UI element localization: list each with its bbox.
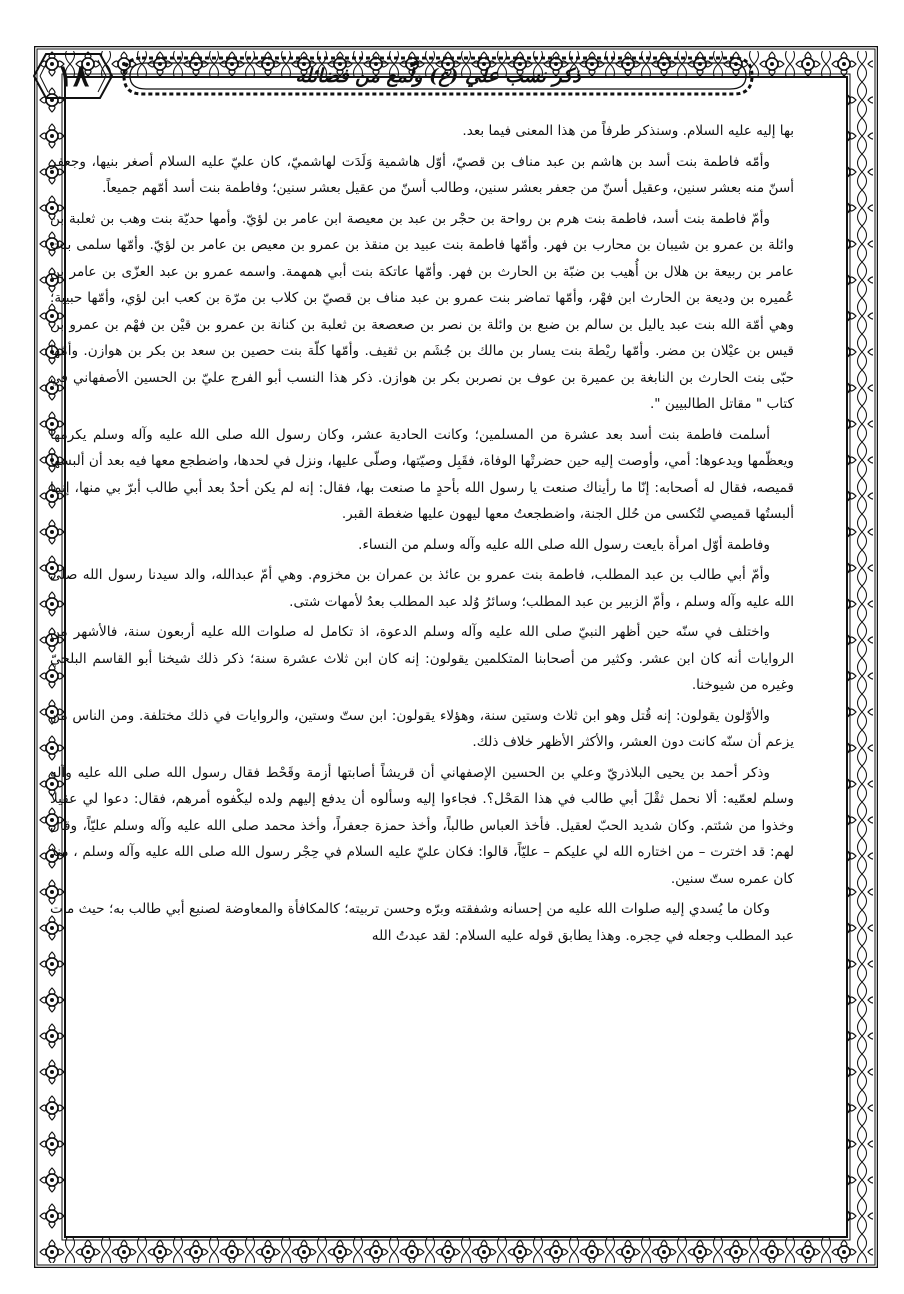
paragraph: واختلف في سنّه حين أظهر النبيّ صلى الله عليه وآله وسلم الدعوة، اذ تكامل له صلوات الله عليه أربعون سنة، فالأشهر من الروايات أنه كان ابن عشر. وكثير من أصحابنا المتكلمين يقولون: إنه كان ابن ثلاث عشرة سنة؛ ذكر ذلك شيخنا أبو القاسم البلخيّ وغيره من شيوخنا. — [50, 624, 794, 693]
paragraph: والأوّلون يقولون: إنه قُتل وهو ابن ثلاث وستين سنة، وهؤلاء يقولون: ابن ستّ وستين، والروايات في ذلك مختلفة. ومن الناس من يزعم أن سنّه كانت دون العشر، والأكثر الأظهر خلاف ذلك. — [50, 707, 794, 750]
paragraph: بها إليه عليه السلام. وسنذكر طرفاً من هذا المعنى فيما بعد. — [462, 123, 794, 139]
article-body — [50, 118, 794, 1198]
paragraph: وفاطمة أوّل امرأة بايعت رسول الله صلى الله عليه وآله وسلم من النساء. — [358, 536, 770, 553]
paragraph: وأمّه فاطمة بنت أسد بن هاشم بن عبد مناف بن قصيّ، أوّل هاشمية وَلَدَت لهاشميّ، كان عليّ عليه السلام أصغر بنيها، وجعفر أسنّ منه بعشر سنين، وعقيل أسنّ من جعفر بعشر سنين، وطالب أسنّ من عقيل بعشر سنين؛ وفاطمة بنت أسد أمّهم جميعاً. — [50, 153, 794, 196]
page-title: ذكر نسب علي (ع) ولُمع من فضائله — [295, 65, 581, 87]
paragraph: وأمّ فاطمة بنت أسد، فاطمة بنت هرم بن رواحة بن حجْر بن عبد بن معيصة ابن عامر بن لؤيّ. وأمها حديّة بنت وهب بن ثعلبة بن وائلة بن عمرو بن شيبان بن محارب بن فهر. وأمّها فاطمة بنت عبيد بن منقذ بن عمرو بن معيص بن عامر بن لؤيّ. وأمّها سلمى بنت عامر بن ربيعة بن هلال بن أُهيب بن ضبّة بن الحارث بن فهر. وأمّها عاتكة بنت أبي همهمة. واسمه عمرو بن عبد العزّى بن عامر بن عُميره بن وديعة بن الحارث ابن فهْر، وأمّها تماضر بنت عمرو بن عبد مناف بن قصيّ بن كلاب بن مرّة بن كعب ابن لؤي، وأمّها حبيبة؛ وهي أمّة الله بنت عبد ياليل بن سالم بن ضبع بن وائلة بن نصر بن صعصعة بن ثعلبة بن كنانة بن عمرو بن قيْن بن فهْم بن عمرو بن قيس بن عيْلان بن مضر. وأمّها ريْطة بنت يسار بن مالك بن جُشَم بن ثقيف. وأمّها كلّة بنت حصين بن سعد بن بكر بن هوازن. وأمّها حبّى بنت الحارث بن النابغة بن عميرة بن عوف بن نصربن بكر بن هوازن. ذكر هذا النسب أبو الفرج عليّ بن الحسين الأصفهاني في كتاب " مقاتل الطالبيين ". — [50, 210, 794, 412]
page-number-badge — [28, 48, 118, 104]
running-header — [120, 54, 756, 98]
paragraph: وكان ما يُسدي إليه صلوات الله عليه من إحسانه وشفقته وبرّه وحسن تربيته؛ كالمكافأة والمعاوضة لصنيع أبي طالب به؛ حيث مات عبد المطلب وجعله في حِجره. وهذا يطابق قوله عليه السلام: لقد عبدتُ الله — [50, 901, 794, 944]
paragraph: أسلمت فاطمة بنت أسد بعد عشرة من المسلمين؛ وكانت الحادية عشر، وكان رسول الله صلى الله عليه وآله وسلم يكرمها ويعظّمها ويدعوها: أمي، وأوصت إليه حين حضرتْها الوفاة، فقَبِل وصيّتها، وصلّى عليها، ونزل في لحدها، واضطجع معها فيه بعد أن ألبسها قميصه، فقال له أصحابه: إنّا ما رأيناك صنعت يا رسول الله بأحدٍ ما صنعت بها، فقال: إنه لم يكن أحدٌ بعد أبي طالب أبرّ بي منها، إنما ألبستُها قميصي لتُكسى من حُلل الجنة، واضطجعتُ معها ليهون عليها ضغطة القبر. — [50, 426, 794, 522]
paragraph: وذكر أحمد بن يحيى البلاذريّ وعلي بن الحسين الإصفهاني أن قريشاً أصابتها أزمة وقَحْط فقال رسول الله صلى الله عليه وآله وسلم لعمّيه: ألا نحمل ثقْلَ أبي طالب في هذا المَحْل؟. فجاءوا إليه وسألوه أن يدفع إليهم ولده ليكْفوه أمرهم، فقال: دعوا لي عقيلا وخذوا من شئتم. وكان شديد الحبّ لعقيل. فأخذ العباس طالباً، وأخذ حمزة جعفراً، وأخذ محمد صلى الله عليه وآله وسلم عليّاً، وقال لهم: قد اخترت – من اختاره الله لي عليكم – عليّاً، قالوا: فكان عليّ عليه السلام في حِجْر رسول الله صلى الله عليه وآله وسلم ، منذ كان عمره ستّ سنين. — [50, 764, 794, 887]
paragraph: وأمّ أبي طالب بن عبد المطلب، فاطمة بنت عمرو بن عائذ بن عمران بن مخزوم. وهي أمّ عبدالله، والد سيدنا رسول الله صلى الله عليه وآله وسلم ، وأمّ الزبير بن عبد المطلب؛ وسائرُ وُلد عبد المطلب بعدُ لأمهات شتى. — [50, 567, 794, 610]
page-number: ١٨ — [56, 58, 90, 94]
